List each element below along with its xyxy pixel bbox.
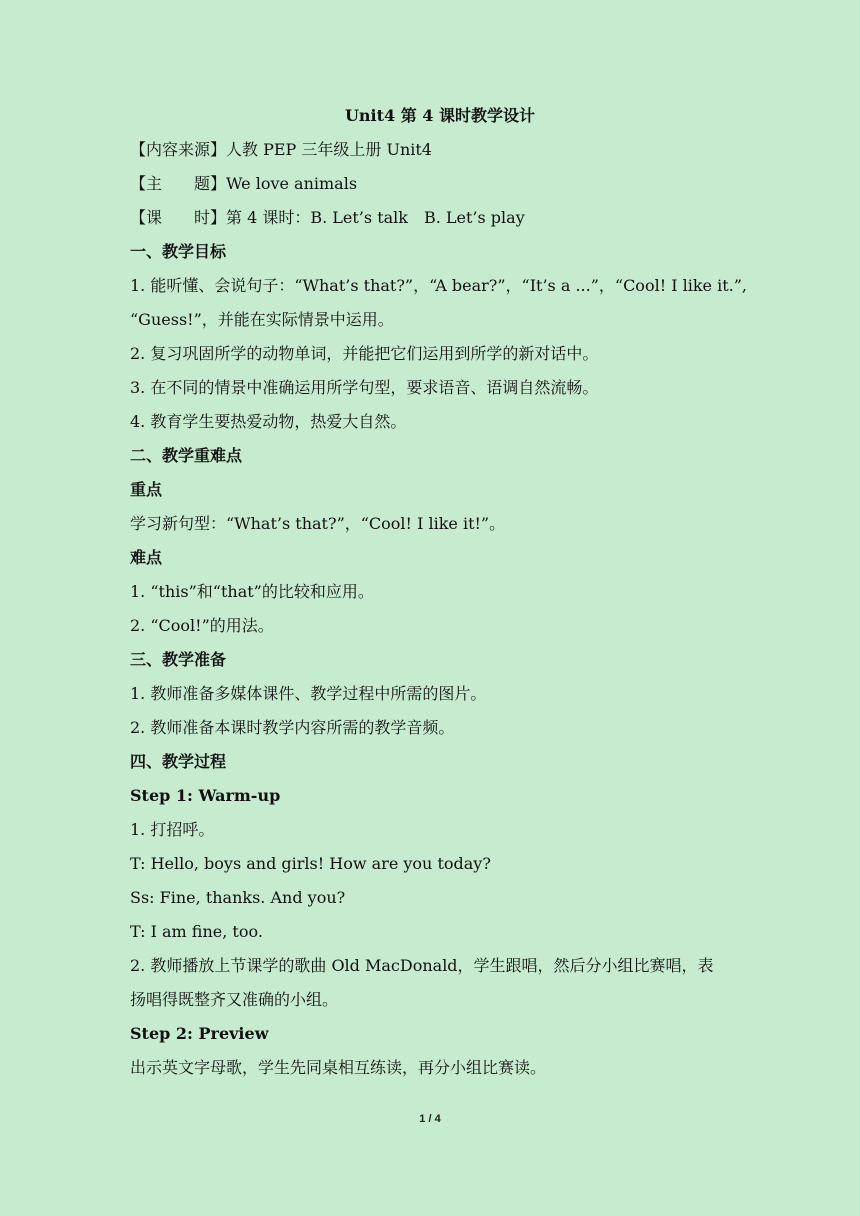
preparation-2: 2. 教师准备本课时教学内容所需的教学音频。 bbox=[130, 718, 455, 737]
lesson-line: 【课 时】第 4 课时：B. Let’s talk B. Let’s play bbox=[130, 208, 525, 227]
doc-title: Unit4 第 4 课时教学设计 bbox=[344, 106, 536, 125]
section-heading-objectives: 一、教学目标 bbox=[130, 242, 227, 261]
step-1-heading: Step 1: Warm-up bbox=[130, 786, 281, 805]
dialogue-teacher-1: T: Hello, boys and girls! How are you today? bbox=[130, 854, 491, 873]
step-1-item-1: 1. 打招呼。 bbox=[130, 820, 215, 839]
objective-1b: “Guess!”，并能在实际情景中运用。 bbox=[130, 310, 394, 329]
step-2-item-1: 出示英文字母歌，学生先同桌相互练读，再分小组比赛读。 bbox=[130, 1058, 547, 1077]
objective-2: 2. 复习巩固所学的动物单词，并能把它们运用到所学的新对话中。 bbox=[130, 344, 599, 363]
preparation-1: 1. 教师准备多媒体课件、教学过程中所需的图片。 bbox=[130, 684, 487, 703]
step-2-heading: Step 2: Preview bbox=[130, 1024, 269, 1043]
key-point-label: 重点 bbox=[130, 480, 163, 499]
difficulty-1: 1. “this”和“that”的比较和应用。 bbox=[130, 582, 374, 601]
objective-3: 3. 在不同的情景中准确运用所学句型，要求语音、语调自然流畅。 bbox=[130, 378, 599, 397]
step-1-item-2a: 2. 教师播放上节课学的歌曲 Old MacDonald，学生跟唱，然后分小组比赛唱，表 bbox=[130, 956, 714, 975]
section-heading-process: 四、教学过程 bbox=[130, 752, 227, 771]
dialogue-students: Ss: Fine, thanks. And you? bbox=[130, 888, 346, 907]
document-page bbox=[130, 106, 750, 1092]
section-heading-preparation: 三、教学准备 bbox=[130, 650, 227, 669]
dialogue-teacher-2: T: I am fine, too. bbox=[130, 922, 263, 941]
objective-1a: 1. 能听懂、会说句子：“What’s that?”，“A bear?”，“It’s a ...”，“Cool! I like it.”, bbox=[130, 276, 747, 295]
page-number: 1 / 4 bbox=[419, 1113, 441, 1125]
objective-4: 4. 教育学生要热爱动物，热爱大自然。 bbox=[130, 412, 407, 431]
key-point-text: 学习新句型：“What’s that?”，“Cool! I like it!”。 bbox=[130, 514, 506, 533]
section-heading-key-points: 二、教学重难点 bbox=[130, 446, 243, 465]
step-1-item-2b: 扬唱得既整齐又准确的小组。 bbox=[130, 990, 339, 1009]
topic-line: 【主 题】We love animals bbox=[130, 174, 358, 193]
difficulty-2: 2. “Cool!”的用法。 bbox=[130, 616, 274, 635]
difficulty-label: 难点 bbox=[130, 548, 163, 567]
content-source: 【内容来源】人教 PEP 三年级上册 Unit4 bbox=[130, 140, 432, 159]
